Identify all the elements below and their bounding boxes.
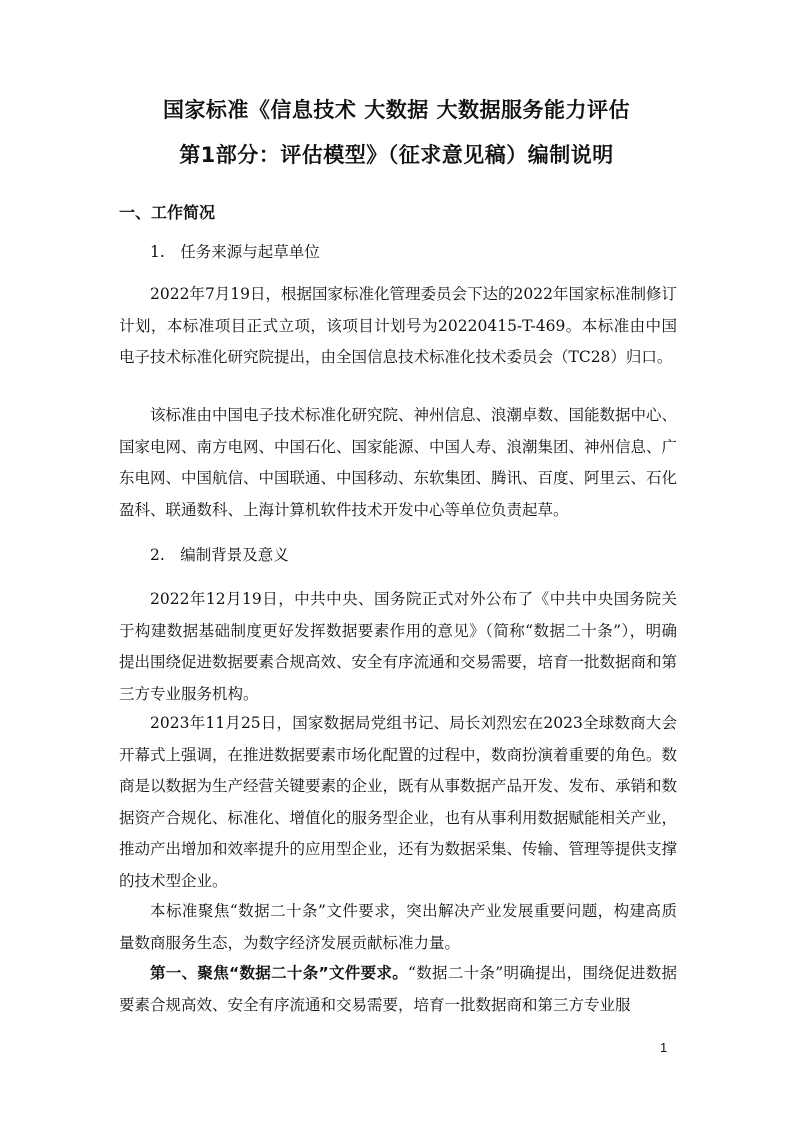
section-heading-work-overview: 一、工作简况	[119, 203, 216, 222]
paragraph-data-twenty-articles: 2022年12月19日，中共中央、国务院正式对外公布了《中共中央国务院关于构建数据基础制度更好发挥数据要素作用的意见》（简称“数据二十条”），明确提出围绕促进数据要素合规高效、安全有序流通和交易需要，培育一批数据商和第三方专业服务机构。	[119, 590, 678, 703]
page-number: 1	[660, 1040, 668, 1055]
document-title-line-1: 国家标准《信息技术 大数据 大数据服务能力评估	[162, 98, 631, 122]
paragraph-point-one-body: “数据二十条”明确提出，围绕促进数据要素合规高效、安全有序流通和交易需要，培育一批数据商和第三方专业服	[119, 964, 677, 1014]
paragraph-point-one-lead: 第一、聚焦“数据二十条”文件要求。	[150, 964, 409, 982]
paragraph-point-one	[119, 958, 677, 1021]
subsection-heading-task-source: 1. 任务来源与起草单位	[150, 243, 320, 261]
subsection-heading-background: 2. 编制背景及意义	[150, 546, 289, 564]
paragraph-data-merchants: 2023年11月25日，国家数据局党组书记、局长刘烈宏在2023全球数商大会开幕式上强调，在推进数据要素市场化配置的过程中，数商扮演着重要的角色。数商是以数据为生产经营关键要素的企业，既有从事数据产品开发、发布、承销和数据资产合规化、标准化、增值化的服务型企业，也有从事利用数据赋能相关产业，推动产出增加和效率提升的应用型企业，还有为数据采集、传输、管理等提供支撑的技术型企业。	[119, 714, 678, 890]
paragraph-drafting-units: 该标准由中国电子技术标准化研究院、神州信息、浪潮卓数、国能数据中心、国家电网、南方电网、中国石化、国家能源、中国人寿、浪潮集团、神州信息、广东电网、中国航信、中国联通、中国移动、东软集团、腾讯、百度、阿里云、石化盈科、联通数科、上海计算机软件技术开发中心等单位负责起草。	[119, 406, 678, 519]
paragraph-standard-focus: 本标准聚焦“数据二十条”文件要求，突出解决产业发展重要问题，构建高质量数商服务生态，为数字经济发展贡献标准力量。	[119, 902, 677, 952]
paragraph-project-approval: 2022年7月19日，根据国家标准化管理委员会下达的2022年国家标准制修订计划，本标准项目正式立项，该项目计划号为20220415-T-469。本标准由中国电子技术标准化研究院提出，由全国信息技术标准化技术委员会（TC28）归口。	[119, 285, 677, 366]
document-title-line-2: 第1部分：评估模型》（征求意见稿）编制说明	[179, 143, 614, 167]
